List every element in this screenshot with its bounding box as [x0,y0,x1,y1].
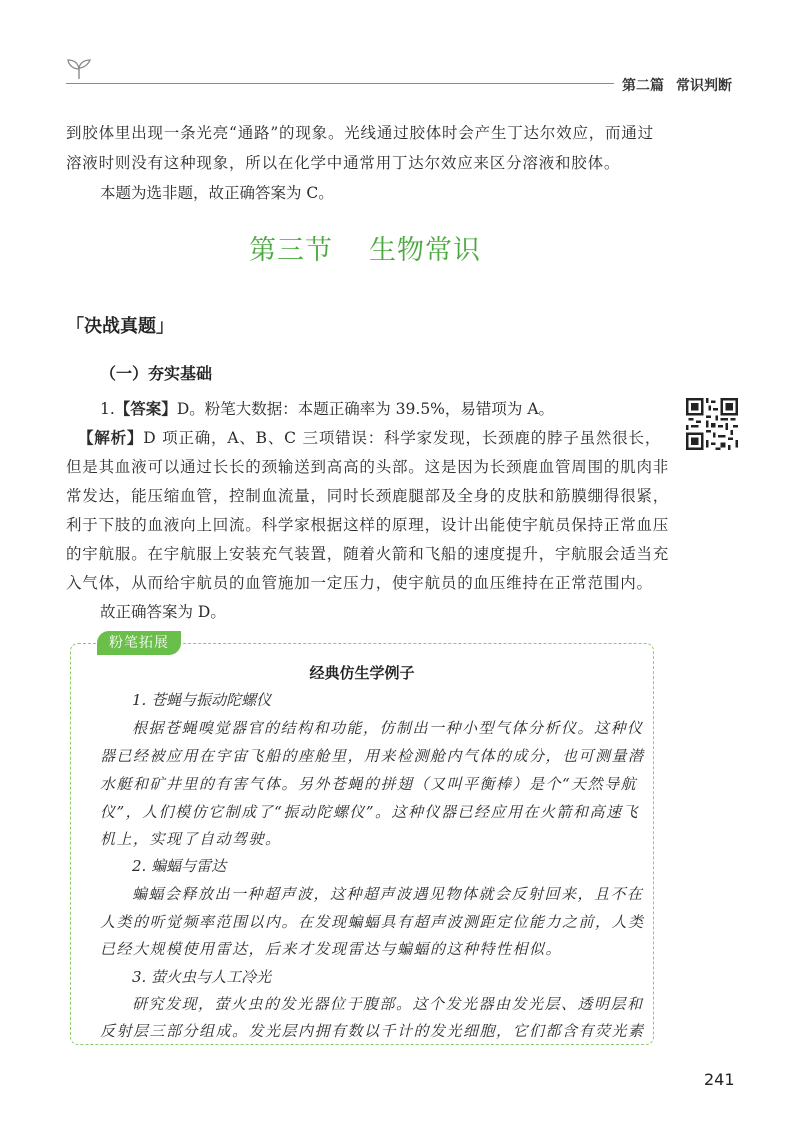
intro-line-3: 本题为选非题，故正确答案为 C。 [100,184,334,202]
header-part-label: 第二篇 [622,78,664,94]
q1-analysis-text-1: D 项正确，A、B、C 三项错误：科学家发现，长颈鹿的脖子虽然很长， [143,429,662,447]
subsection-title: （一）夯实基础 [100,364,213,383]
header-chapter-label: 常识判断 [676,78,732,94]
q1-conclusion: 故正确答案为 D。 [100,603,226,621]
ext-item-3-line-2: 反射层三部分组成。发光层内拥有数以千计的发光细胞，它们都含有荧光素 [100,1022,645,1040]
intro-line-1: 到胶体里出现一条光亮“通路”的现象。光线通过胶体时会产生丁达尔效应，而通过 [66,124,654,142]
q1-analysis-line-3: 常发达，能压缩血管，控制血流量，同时长颈鹿腿部及全身的皮肤和筋膜绷得很紧， [66,487,670,505]
ext-item-2-line-3: 已经大规模使用雷达，后来才发现雷达与蝙蝠的这种特性相似。 [100,940,563,958]
q1-analysis-line-6: 入气体，从而给宇航员的血管施加一定压力，使宇航员的血压维持在正常范围内。 [66,574,653,592]
page-number: 241 [704,1070,735,1089]
q1-analysis-line-2: 但是其血液可以通过长长的颈输送到高高的头部。这是因为长颈鹿血管周围的肌肉非 [66,458,670,476]
q1-number: 1. [100,400,115,418]
ext-item-1-line-4: 仪”，人们模仿它制成了“振动陀螺仪”。这种仪器已经应用在火箭和高速飞 [100,803,640,821]
header-divider [66,83,614,84]
ext-item-3-line-1: 研究发现，萤火虫的发光器位于腹部。这个发光器由发光层、透明层和 [132,995,644,1013]
real-exam-title: 「决战真题」 [66,316,174,337]
section-number: 第三节 [249,235,333,266]
ext-item-3-heading: 3. 萤火虫与人工冷光 [132,968,272,986]
ext-item-2-line-1: 蝙蝠会释放出一种超声波，这种超声波遇见物体就会反射回来，且不在 [132,885,644,903]
section-name: 生物常识 [369,235,481,266]
section-title [0,228,730,267]
qr-code-icon [686,398,738,450]
q1-answer-label: 【答案】 [114,399,177,418]
q1-analysis-line-4: 利于下肢的血液向上回流。科学家根据这样的原理，设计出能使宇航员保持正常血压 [66,516,670,534]
extension-title: 经典仿生学例子 [309,664,415,682]
q1-analysis-line-1 [78,428,661,448]
q1-analysis-line-5: 的宇航服。在宇航服上安装充气装置，随着火箭和飞船的速度提升，宇航服会适当充 [66,545,670,563]
ext-item-1-line-5: 机上，实现了自动驾驶。 [100,830,282,848]
ext-item-1-heading: 1. 苍蝇与振动陀螺仪 [132,691,272,709]
ext-item-1-line-2: 器已经被应用在宇宙飞船的座舱里，用来检测舱内气体的成分，也可测量潜 [100,747,645,765]
extension-tag: 粉笔拓展 [97,631,181,655]
ext-item-2-heading: 2. 蝙蝠与雷达 [132,857,227,875]
q1-answer-line [100,399,554,419]
q1-analysis-label: 【解析】 [78,428,144,447]
ext-item-1-line-3: 水艇和矿井里的有害气体。另外苍蝇的拼翅（又叫平衡棒）是个“天然导航 [100,775,638,793]
ext-item-2-line-2: 人类的听觉频率范围以内。在发现蝙蝠具有超声波测距定位能力之前，人类 [100,913,645,931]
intro-line-2: 溶液时则没有这种现象，所以在化学中通常用丁达尔效应来区分溶液和胶体。 [66,154,621,172]
ext-item-1-line-1: 根据苍蝇嗅觉器官的结构和功能，仿制出一种小型气体分析仪。这种仪 [132,719,644,737]
q1-answer-text: D。粉笔大数据：本题正确率为 39.5%，易错项为 A。 [176,400,555,418]
sprout-icon [66,57,92,81]
